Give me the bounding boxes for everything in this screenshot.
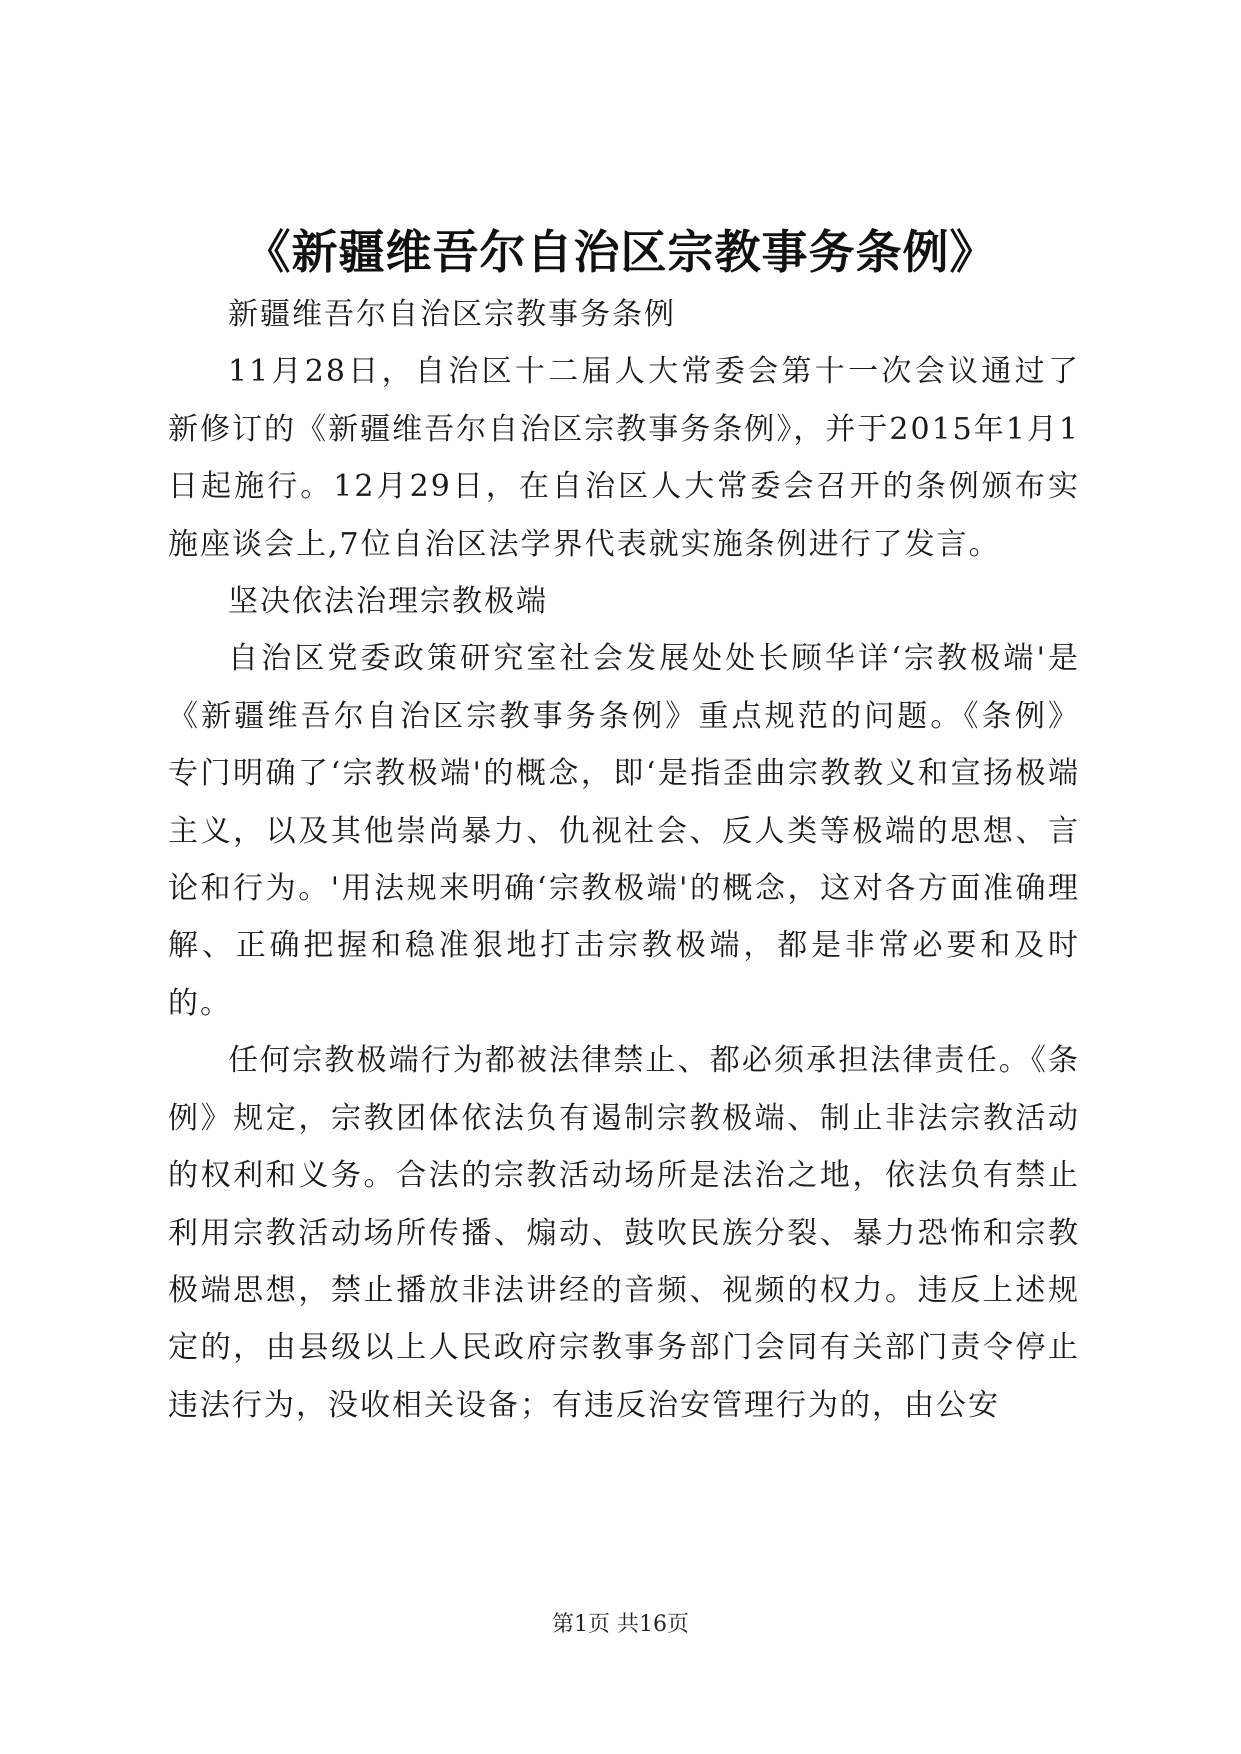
paragraph-heading: 坚决依法治理宗教极端: [228, 584, 548, 620]
paragraph-prohibition: 任何宗教极端行为都被法律禁止、都必须承担法律责任。《条例》规定，宗教团体依法负有遏制宗教极端、制止非法宗教活动的权利和义务。合法的宗教活动场所是法治之地，依法负有禁止利用宗教活动场所传播、煽动、鼓吹民族分裂、暴力恐怖和宗教极端思想，禁止播放非法讲经的音频、视频的权力。违反上述规定的，由县级以上人民政府宗教事务部门会同有关部门责令停止违法行为，没收相关设备；有违反治安管理行为的，由公安: [168, 1043, 1080, 1423]
paragraph-subtitle: 新疆维吾尔自治区宗教事务条例: [228, 297, 676, 332]
paragraph-definition: 自治区党委政策研究室社会发展处处长顾华详‘宗教极端'是《新疆维吾尔自治区宗教事务条例》重点规范的问题。《条例》专门明确了‘宗教极端'的概念，即‘是指歪曲宗教教义和宣扬极端主义，以及其他崇尚暴力、仇视社会、反人类等极端的思想、言论和行为。'用法规来明确‘宗教极端'的概念，这对各方面准确理解、正确把握和稳准狠地打击宗教极端，都是非常必要和及时的。: [168, 641, 1080, 1021]
paragraph-intro: 11月28日，自治区十二届人大常委会第十一次会议通过了新修订的《新疆维吾尔自治区宗教事务条例》，并于2015年1月1日起施行。12月29日，在自治区人大常委会召开的条例颁布实施座谈会上,7位自治区法学界代表就实施条例进行了发言。: [168, 354, 1080, 562]
document-title: 《新疆维吾尔自治区宗教事务条例》: [244, 225, 997, 279]
document-body: [168, 286, 1080, 1434]
page-number-footer: 第1页 共16页: [552, 1612, 689, 1637]
